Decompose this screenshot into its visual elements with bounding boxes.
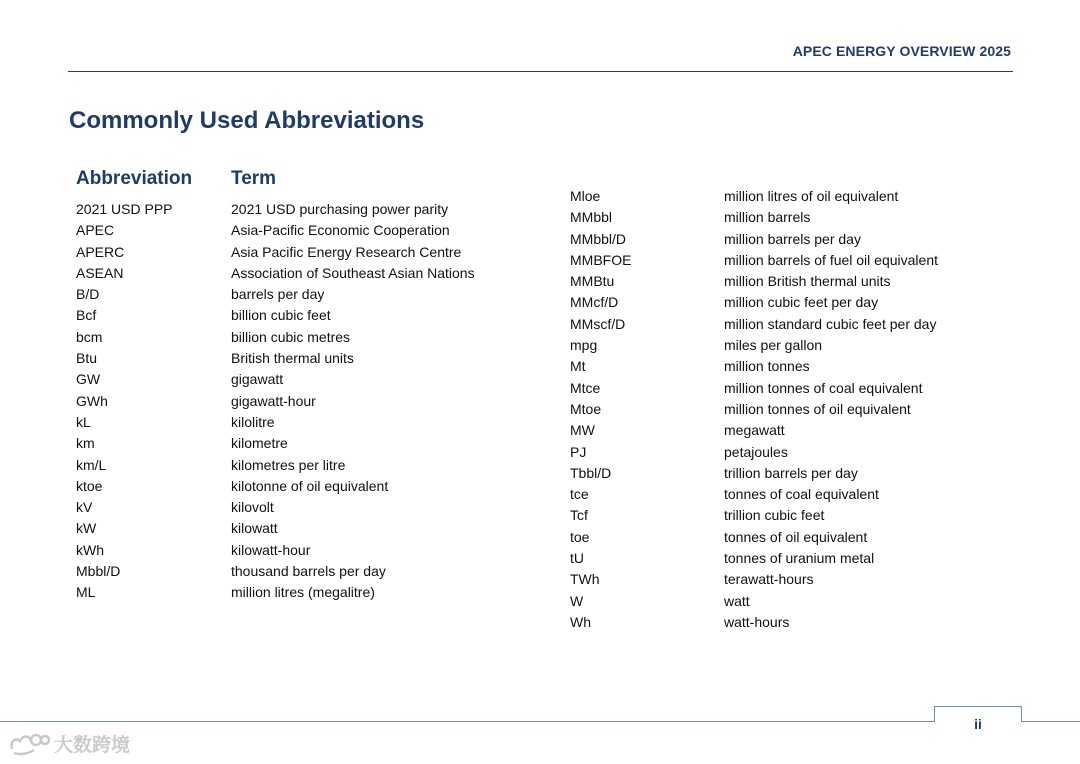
watermark-text: 大数跨境	[54, 735, 131, 756]
term: million barrels per day	[724, 230, 861, 247]
term: petajoules	[724, 443, 788, 460]
term: tonnes of oil equivalent	[724, 528, 868, 545]
term: gigawatt	[231, 371, 284, 388]
abbreviation: Bcf	[76, 307, 97, 324]
abbreviation: tce	[570, 486, 589, 503]
term: kilolitre	[231, 413, 275, 430]
abbreviation: ktoe	[76, 477, 103, 494]
term: gigawatt-hour	[231, 392, 316, 409]
term: million cubic feet per day	[724, 294, 879, 311]
term: kilovolt	[231, 499, 274, 516]
term: trillion cubic feet	[724, 507, 825, 524]
term: kilowatt	[231, 520, 278, 537]
abbreviation: ML	[76, 584, 96, 601]
term: million litres of oil equivalent	[724, 188, 899, 204]
abbreviation: PJ	[570, 443, 587, 460]
logo-icon	[8, 731, 50, 757]
term: 2021 USD purchasing power parity	[231, 201, 449, 217]
term: trillion barrels per day	[724, 464, 858, 481]
term-column-header: Term	[231, 168, 277, 189]
abbreviation: Mtce	[570, 379, 601, 396]
term: billion cubic feet	[231, 307, 331, 324]
abbreviation: 2021 USD PPP	[76, 201, 173, 217]
watermark	[8, 730, 130, 757]
page-number: ii	[974, 716, 982, 732]
term: Association of Southeast Asian Nations	[231, 264, 475, 281]
abbreviation: km/L	[76, 456, 107, 473]
term: Asia Pacific Energy Research Centre	[231, 243, 462, 260]
abbreviation: MMscf/D	[570, 315, 626, 332]
abbreviation: Btu	[76, 350, 98, 367]
abbreviation: Mtoe	[570, 400, 602, 417]
abbreviation-column-header: Abbreviation	[76, 168, 193, 189]
term: billion cubic metres	[231, 328, 351, 345]
term: Asia-Pacific Economic Cooperation	[231, 222, 450, 239]
abbreviation: toe	[570, 528, 590, 545]
abbreviation: GWh	[76, 392, 108, 409]
abbreviation: bcm	[76, 328, 103, 345]
term: million British thermal units	[724, 273, 891, 290]
abbreviation: Tcf	[570, 507, 588, 524]
term: million litres (megalitre)	[231, 584, 375, 601]
abbreviation: km	[76, 435, 95, 452]
term: million standard cubic feet per day	[724, 315, 937, 332]
footer-divider	[0, 721, 1080, 722]
abbreviation: kV	[76, 499, 93, 516]
header-title: APEC ENERGY OVERVIEW 2025	[792, 43, 1011, 59]
abbreviation: MMBFOE	[570, 251, 632, 268]
term: million barrels of fuel oil equivalent	[724, 251, 938, 268]
abbreviation: MMBtu	[570, 273, 615, 290]
term: kilowatt-hour	[231, 541, 311, 558]
abbreviation: B/D	[76, 286, 100, 303]
abbreviation: TWh	[570, 571, 600, 588]
term: thousand barrels per day	[231, 563, 386, 580]
term: terawatt-hours	[724, 571, 814, 588]
term: miles per gallon	[724, 337, 823, 354]
abbreviation: APEC	[76, 222, 115, 239]
term: megawatt	[724, 422, 785, 439]
abbreviation: Tbbl/D	[570, 464, 612, 481]
term: watt	[724, 592, 750, 609]
term: million tonnes of coal equivalent	[724, 379, 923, 396]
term: British thermal units	[231, 350, 354, 367]
abbreviation: kL	[76, 413, 91, 430]
abbreviation: W	[570, 592, 584, 609]
abbreviation: MMbbl/D	[570, 230, 627, 247]
abbreviation: APERC	[76, 243, 125, 260]
term: tonnes of coal equivalent	[724, 486, 879, 503]
abbreviation: ASEAN	[76, 264, 124, 281]
abbreviation: mpg	[570, 337, 598, 354]
page-title: Commonly Used Abbreviations	[69, 107, 425, 134]
abbreviation: Mt	[570, 358, 586, 375]
abbreviation: tU	[570, 550, 584, 567]
header-divider	[68, 71, 1013, 72]
term: million tonnes	[724, 358, 810, 375]
term: kilometre	[231, 435, 288, 452]
abbreviation: GW	[76, 371, 101, 388]
term: kilotonne of oil equivalent	[231, 477, 389, 494]
term: barrels per day	[231, 286, 325, 303]
term: kilometres per litre	[231, 456, 346, 473]
abbreviation: Wh	[570, 613, 591, 630]
term: tonnes of uranium metal	[724, 550, 875, 567]
abbreviation: MMcf/D	[570, 294, 619, 311]
term: million barrels	[724, 209, 811, 226]
abbreviation: MMbbl	[570, 209, 613, 226]
abbreviation: kWh	[76, 541, 104, 558]
abbreviation: Mbbl/D	[76, 563, 121, 580]
term: watt-hours	[724, 613, 790, 630]
abbreviation: Mloe	[570, 188, 601, 204]
term: million tonnes of oil equivalent	[724, 400, 911, 417]
abbreviation: MW	[570, 422, 595, 439]
abbreviation: kW	[76, 520, 97, 537]
